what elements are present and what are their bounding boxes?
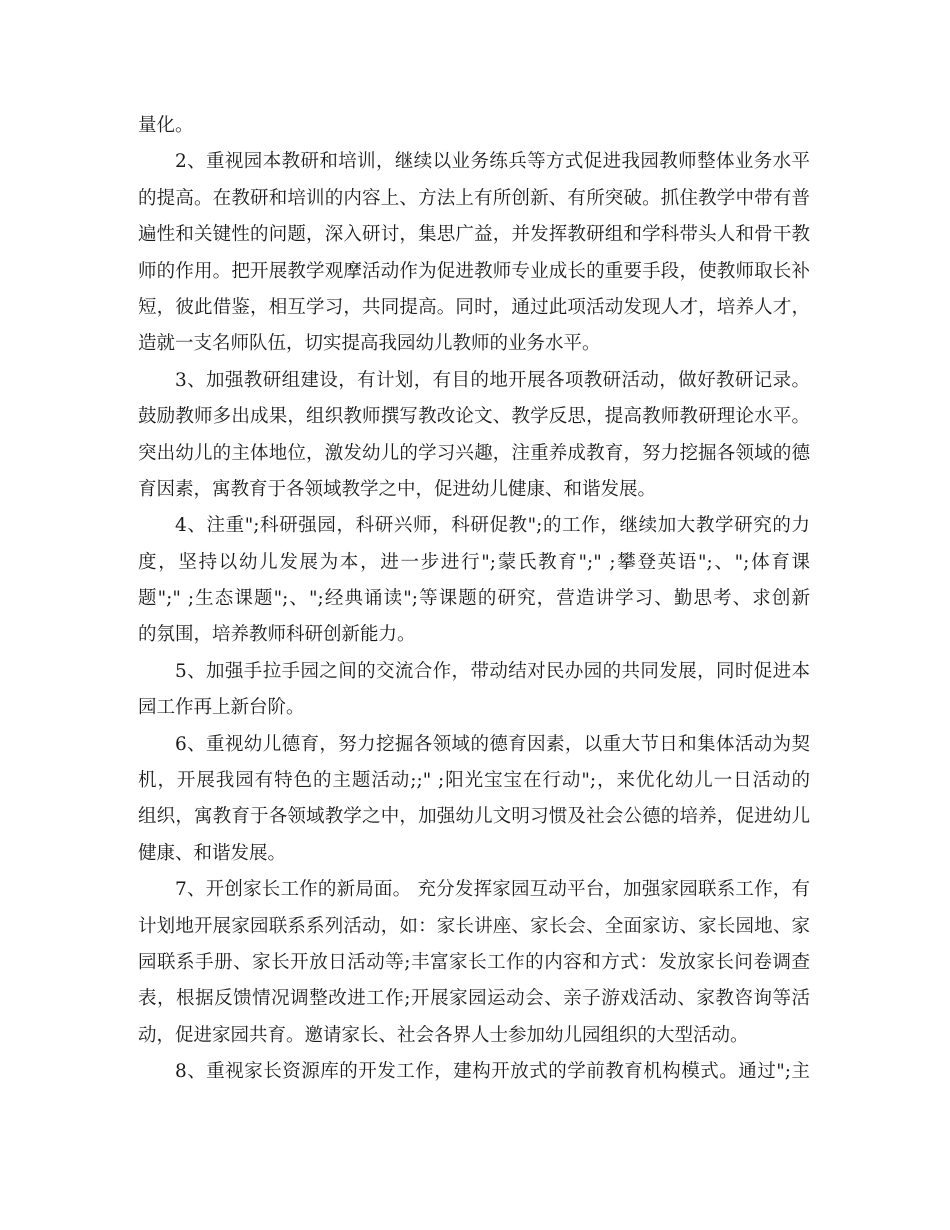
text-line: 动，促进家园共育。邀请家长、社会各界人士参加幼儿园组织的大型活动。 (138, 1024, 749, 1046)
text-line: 突出幼儿的主体地位，激发幼儿的学习兴趣，注重养成教育，努力挖掘各领域的德 (138, 442, 810, 464)
text-line: 造就一支名师队伍，切实提高我园幼儿教师的业务水平。 (138, 333, 601, 355)
text-line: 2、重视园本教研和培训，继续以业务练兵等方式促进我园教师整体业务水平 (175, 151, 810, 173)
text-line: 3、加强教研组建设，有计划，有目的地开展各项教研活动，做好教研记录。 (175, 369, 810, 391)
text-line: 园工作再上新台阶。 (138, 697, 305, 719)
text-line: 题";" ;生态课题";、";经典诵读";等课题的研究，营造讲学习、勤思考、求创新 (138, 588, 810, 610)
text-line: 5、加强手拉手园之间的交流合作，带动结对民办园的共同发展，同时促进本 (175, 660, 810, 682)
text-line: 度，坚持以幼儿发展为本，进一步进行";蒙氏教育";" ;攀登英语";、";体育课 (138, 551, 810, 573)
text-line: 健康、和谐发展。 (138, 842, 287, 864)
document-page (138, 108, 810, 1091)
text-line: 的提高。在教研和培训的内容上、方法上有所创新、有所突破。抓住教学中带有普 (138, 187, 810, 209)
text-line: 师的作用。把开展教学观摩活动作为促进教师专业成长的重要手段，使教师取长补 (138, 260, 810, 282)
text-line: 育因素，寓教育于各领域教学之中，促进幼儿健康、和谐发展。 (138, 478, 657, 500)
text-line: 表，根据反馈情况调整改进工作;开展家园运动会、亲子游戏活动、家教咨询等活 (138, 988, 810, 1010)
text-line: 量化。 (138, 115, 194, 136)
text-line: 园联系手册、家长开放日活动等;丰富家长工作的内容和方式：发放家长问卷调查 (138, 951, 810, 973)
text-line: 4、注重";科研强园，科研兴师，科研促教";的工作，继续加大教学研究的力 (175, 515, 810, 537)
text-line: 7、开创家长工作的新局面。 充分发挥家园互动平台，加强家园联系工作，有 (175, 879, 810, 901)
text-line: 机，开展我园有特色的主题活动;;" ;阳光宝宝在行动";，来优化幼儿一日活动的 (138, 770, 810, 792)
text-line: 短，彼此借鉴，相互学习，共同提高。同时，通过此项活动发现人才，培养人才， (138, 296, 810, 318)
text-line: 遍性和关键性的问题，深入研讨，集思广益，并发挥教研组和学科带头人和骨干教 (138, 224, 810, 246)
text-line: 计划地开展家园联系系列活动，如：家长讲座、家长会、全面家访、家长园地、家 (138, 915, 810, 937)
text-line: 组织，寓教育于各领域教学之中，加强幼儿文明习惯及社会公德的培养，促进幼儿 (138, 806, 810, 828)
text-line: 8、重视家长资源库的开发工作，建构开放式的学前教育机构模式。通过";主 (175, 1061, 810, 1083)
text-line: 鼓励教师多出成果，组织教师撰写教改论文、教学反思，提高教师教研理论水平。 (138, 406, 810, 428)
text-line: 的氛围，培养教师科研创新能力。 (138, 624, 416, 646)
text-line: 6、重视幼儿德育，努力挖掘各领域的德育因素，以重大节日和集体活动为契 (175, 733, 810, 755)
